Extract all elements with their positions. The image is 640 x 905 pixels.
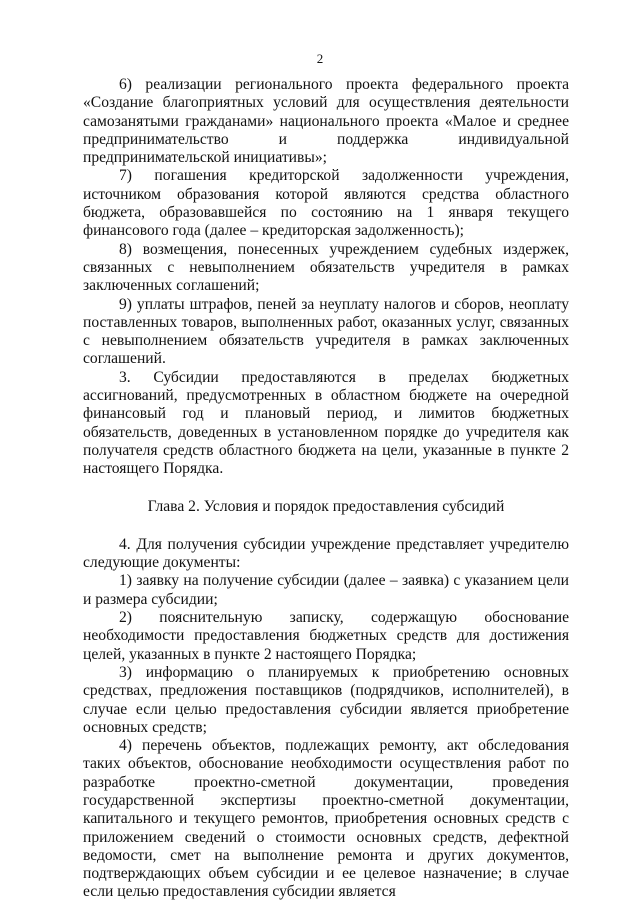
paragraph-clause-4: 4. Для получения субсидии учреждение представляет учредителю следующие документы:: [83, 535, 569, 572]
chapter-heading: Глава 2. Условия и порядок предоставления субсидий: [147, 497, 505, 515]
document-body: [83, 76, 569, 902]
paragraph-doc-4: 4) перечень объектов, подлежащих ремонту, акт обследования таких объектов, обоснование необходимости осуществления работ по разработке проектно-сметной документации, проведения государственной экспертизы проектно-сметной документации, капитального и текущего ремонтов, приобретения основных средств с приложением сведений о стоимости основных средств, дефектной ведомости, смет на выполнение ремонта и других документов, подтверждающих объем субсидии и ее целевое назначение; в случае если целью предоставления субсидии является: [83, 737, 569, 901]
paragraph-doc-3: 3) информацию о планируемых к приобретению основных средствах, предложения поставщиков (подрядчиков, исполнителей), в случае если целью предоставления субсидии является приобретение основных средств;: [83, 663, 569, 736]
paragraph-item-8: 8) возмещения, понесенных учреждением судебных издержек, связанных с невыполнением обязательств учредителя в рамках заключенных соглашений;: [83, 240, 569, 295]
paragraph-item-9: 9) уплаты штрафов, пеней за неуплату налогов и сборов, неоплату поставленных товаров, выполненных работ, оказанных услуг, связанных с невыполнением обязательств учредителя в рамках заключенных соглашений.: [83, 295, 569, 368]
page-number: 2: [316, 51, 324, 66]
paragraph-item-7: 7) погашения кредиторской задолженности учреждения, источником образования которой являются средства областного бюджета, образовавшейся по состоянию на 1 января текущего финансового года (далее – кредиторская задолженность);: [83, 167, 569, 240]
paragraph-item-6: 6) реализации регионального проекта федерального проекта «Создание благоприятных условий для осуществления деятельности самозанятыми гражданами» национального проекта «Малое и среднее предпринимательство и поддержка индивидуальной предпринимательской инициативы»;: [83, 76, 569, 167]
paragraph-clause-3: 3. Субсидии предоставляются в пределах бюджетных ассигнований, предусмотренных в областном бюджете на очередной финансовый год и плановый период, и лимитов бюджетных обязательств, доведенных в установленном порядке до учредителя как получателя средств областного бюджета на цели, указанные в пункте 2 настоящего Порядка.: [83, 368, 569, 478]
paragraph-doc-2: 2) пояснительную записку, содержащую обоснование необходимости предоставления бюджетных средств для достижения целей, указанных в пункте 2 настоящего Порядка;: [83, 609, 569, 663]
paragraph-doc-1: 1) заявку на получение субсидии (далее – заявка) с указанием цели и размера субсидии;: [83, 572, 569, 608]
